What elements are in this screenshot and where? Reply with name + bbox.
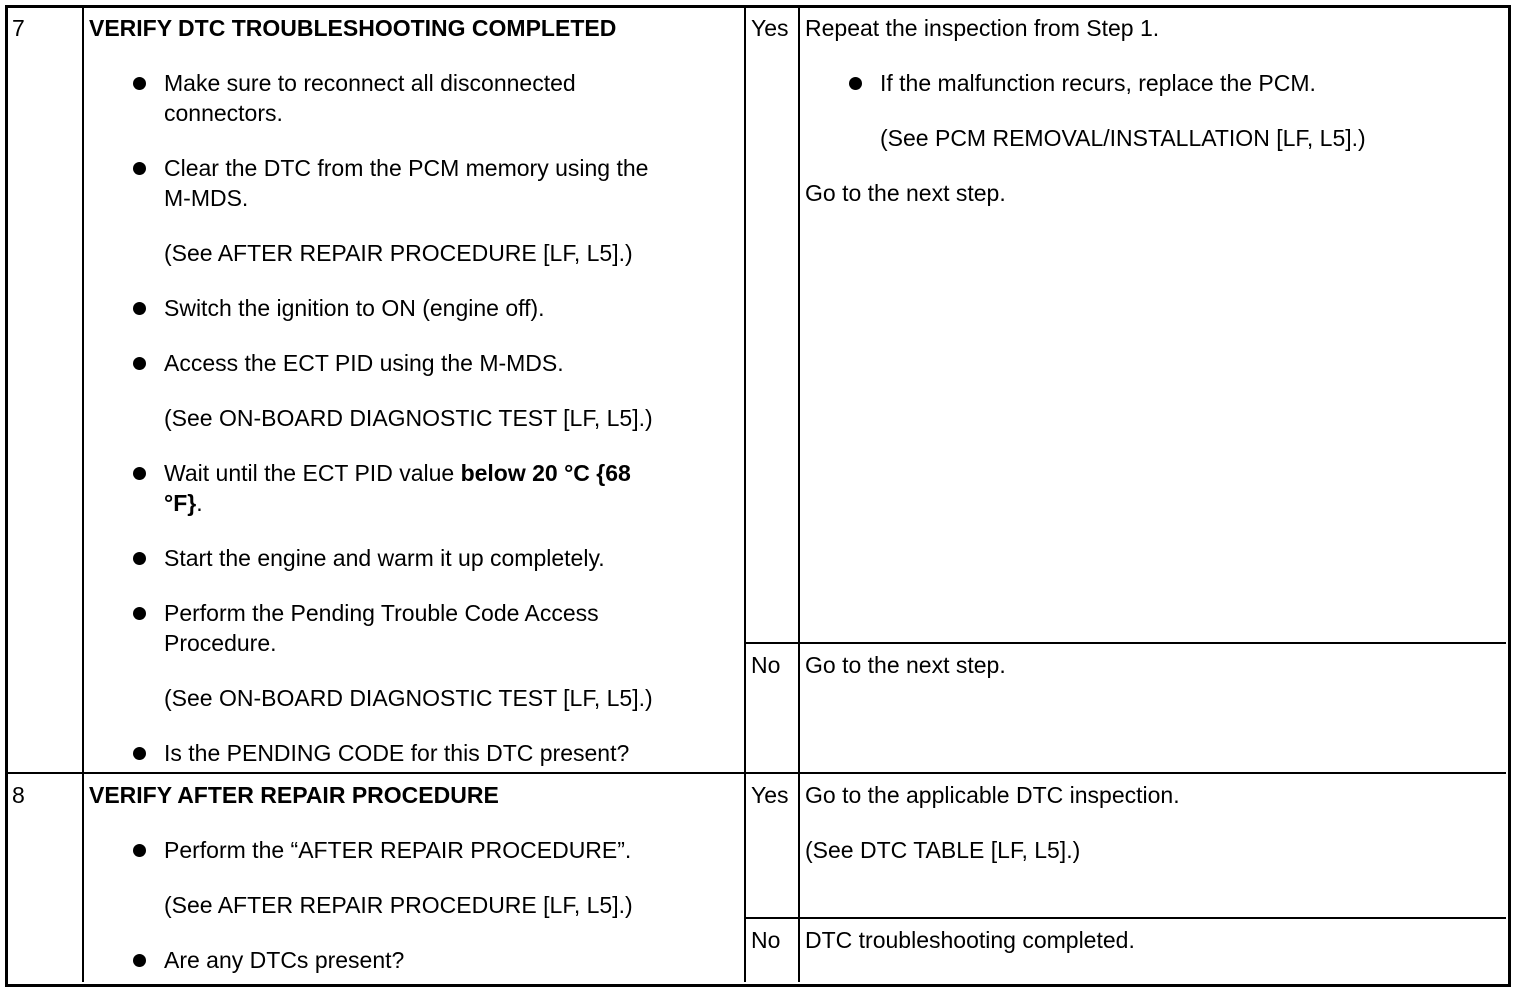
instruction-text: Perform the Pending Trouble Code Access bbox=[164, 600, 599, 626]
instruction-text: Access the ECT PID using the M-MDS. bbox=[164, 350, 564, 376]
step-number: 7 bbox=[12, 15, 25, 41]
step-number: 8 bbox=[12, 782, 25, 808]
condition-yes-label: Yes bbox=[751, 782, 789, 808]
condition-no-label: No bbox=[751, 927, 781, 953]
step-title: VERIFY DTC TROUBLESHOOTING COMPLETED bbox=[89, 15, 617, 41]
instruction-text-plain: Wait until the ECT PID value bbox=[164, 460, 461, 486]
instruction-text-plain: . bbox=[196, 490, 203, 516]
reference-text: (See PCM REMOVAL/INSTALLATION [LF, L5].) bbox=[880, 125, 1366, 151]
condition-no-label: No bbox=[751, 652, 781, 678]
temperature-threshold: °F} bbox=[164, 490, 197, 516]
reference-text: (See ON-BOARD DIAGNOSTIC TEST [LF, L5].) bbox=[164, 685, 653, 711]
question-text: Are any DTCs present? bbox=[164, 947, 405, 973]
bullet-icon bbox=[849, 77, 862, 90]
instruction-text: Start the engine and warm it up completely. bbox=[164, 545, 605, 571]
question-text: Is the PENDING CODE for this DTC present? bbox=[164, 740, 630, 766]
result-text: Go to the next step. bbox=[805, 652, 1006, 678]
column-divider-condition bbox=[744, 6, 746, 982]
result-text: Go to the applicable DTC inspection. bbox=[805, 782, 1180, 808]
instruction-text: Procedure. bbox=[164, 630, 277, 656]
step-title: VERIFY AFTER REPAIR PROCEDURE bbox=[89, 782, 499, 808]
bullet-icon bbox=[133, 162, 146, 175]
reference-text: (See DTC TABLE [LF, L5].) bbox=[805, 837, 1081, 863]
column-divider-result bbox=[798, 6, 800, 982]
row-divider-step8-yes-no bbox=[744, 917, 1506, 919]
temperature-threshold: below 20 °C {68 bbox=[460, 460, 631, 486]
reference-text: (See ON-BOARD DIAGNOSTIC TEST [LF, L5].) bbox=[164, 405, 653, 431]
instruction-text: M-MDS. bbox=[164, 185, 249, 211]
instruction-text: Clear the DTC from the PCM memory using the bbox=[164, 155, 649, 181]
bullet-icon bbox=[133, 844, 146, 857]
instruction-text bbox=[164, 488, 203, 518]
instruction-text: Perform the “AFTER REPAIR PROCEDURE”. bbox=[164, 837, 632, 863]
bullet-icon bbox=[133, 747, 146, 760]
bullet-icon bbox=[133, 467, 146, 480]
bullet-icon bbox=[133, 357, 146, 370]
instruction-text: Switch the ignition to ON (engine off). bbox=[164, 295, 545, 321]
instruction-text bbox=[164, 458, 631, 488]
instruction-text: Make sure to reconnect all disconnected bbox=[164, 70, 576, 96]
result-text: DTC troubleshooting completed. bbox=[805, 927, 1135, 953]
result-text: Go to the next step. bbox=[805, 180, 1006, 206]
reference-text: (See AFTER REPAIR PROCEDURE [LF, L5].) bbox=[164, 240, 633, 266]
bullet-icon bbox=[133, 607, 146, 620]
row-divider-steps bbox=[6, 772, 1506, 774]
condition-yes-label: Yes bbox=[751, 15, 789, 41]
result-text: If the malfunction recurs, replace the PCM. bbox=[880, 70, 1316, 96]
bullet-icon bbox=[133, 552, 146, 565]
reference-text: (See AFTER REPAIR PROCEDURE [LF, L5].) bbox=[164, 892, 633, 918]
instruction-text: connectors. bbox=[164, 100, 283, 126]
result-text: Repeat the inspection from Step 1. bbox=[805, 15, 1160, 41]
column-divider-step bbox=[82, 6, 84, 982]
bullet-icon bbox=[133, 77, 146, 90]
bullet-icon bbox=[133, 954, 146, 967]
bullet-icon bbox=[133, 302, 146, 315]
row-divider-step7-yes-no bbox=[744, 642, 1506, 644]
